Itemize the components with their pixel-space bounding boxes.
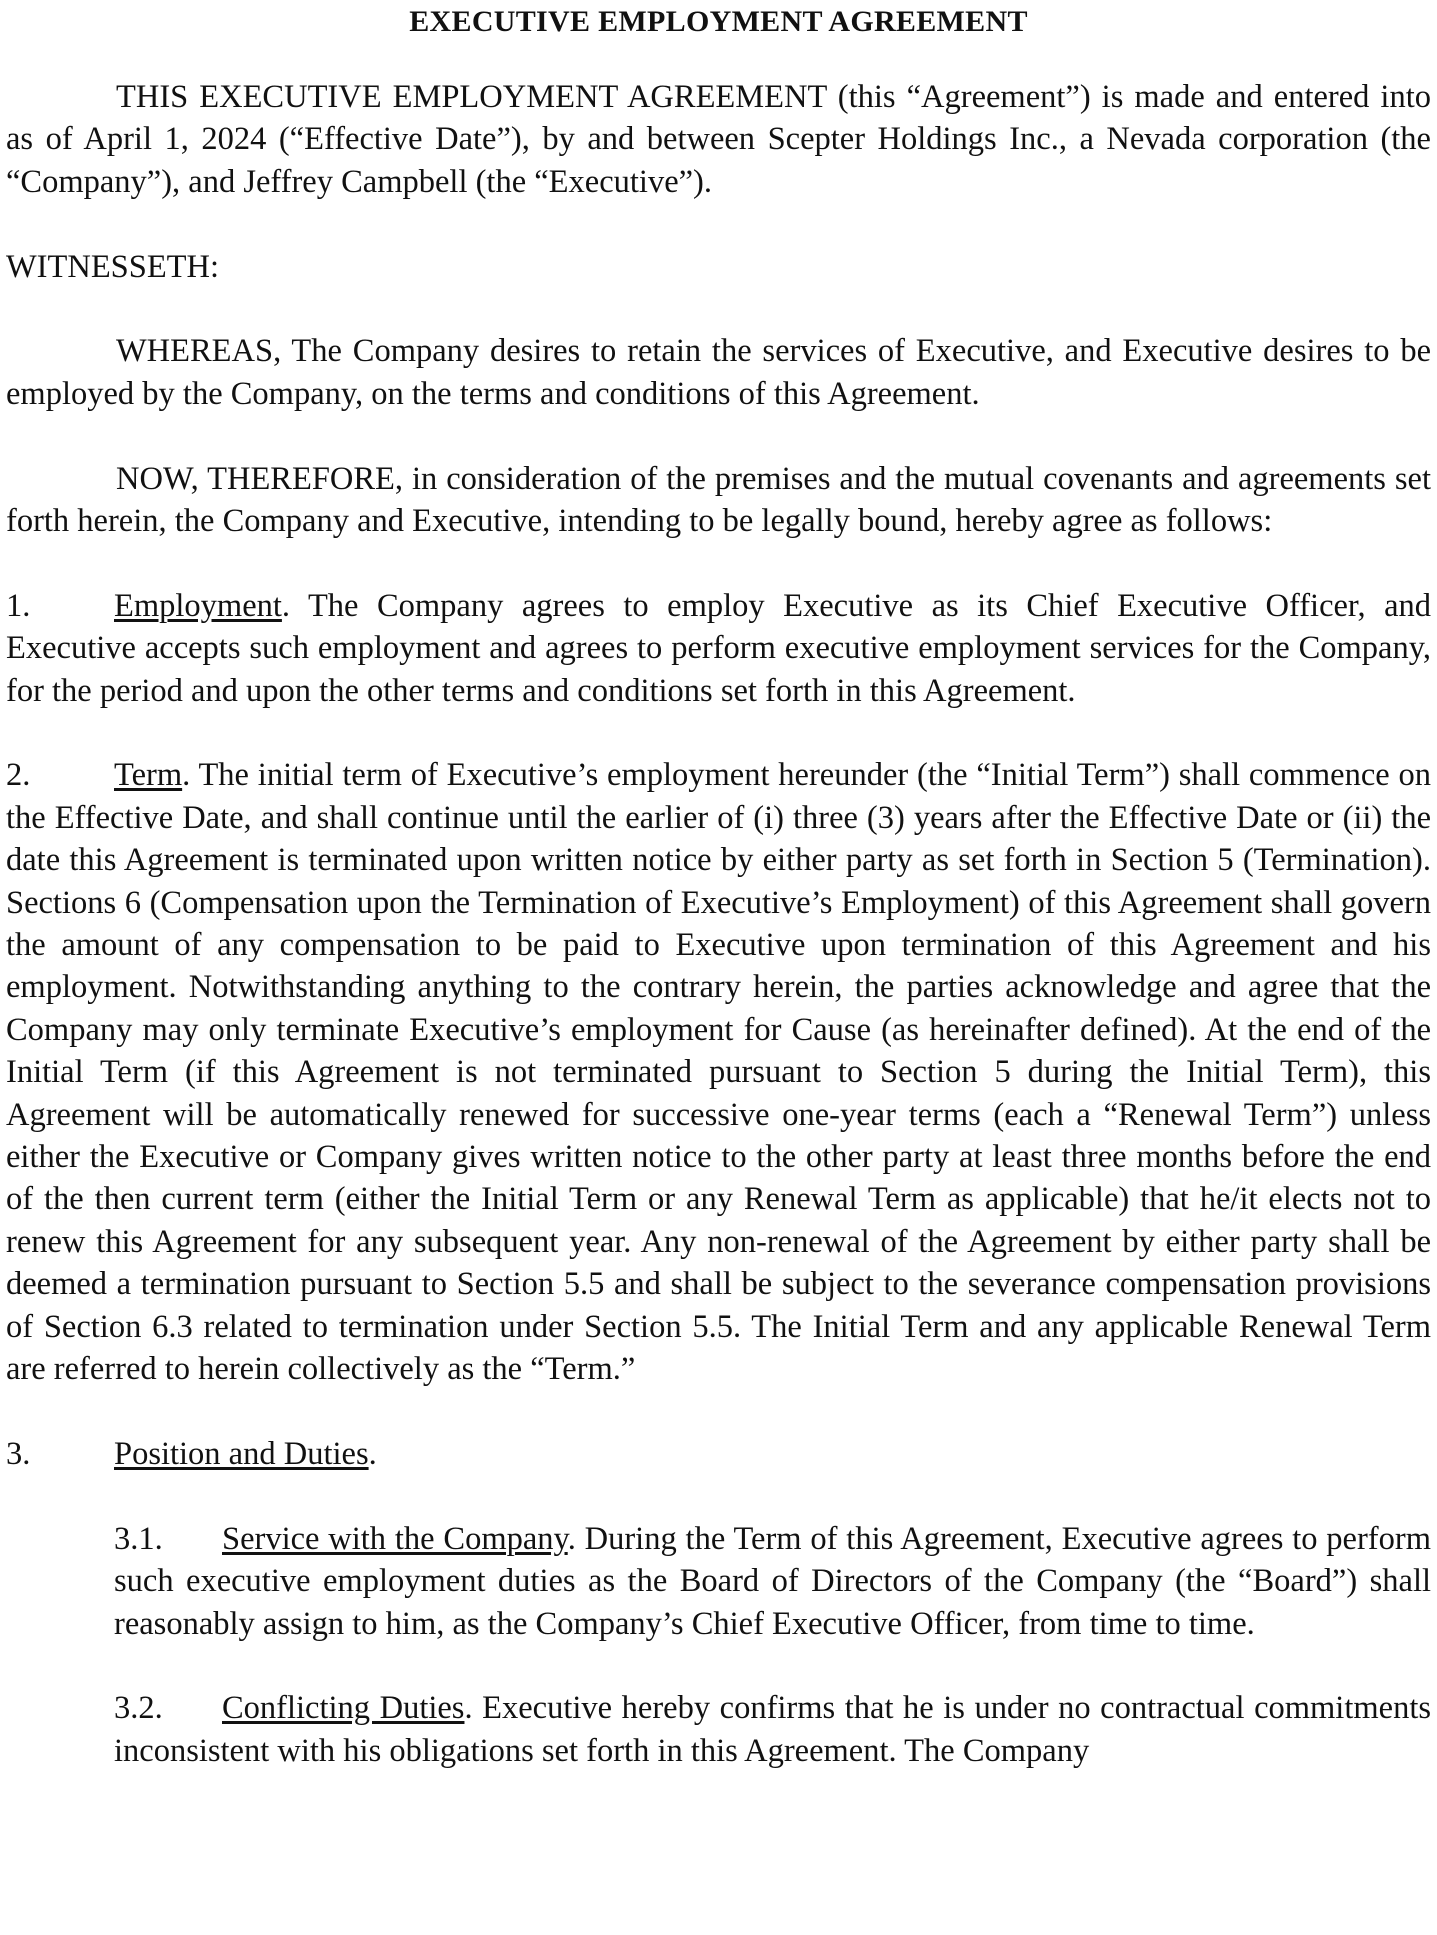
subsection-heading: Service with the Company [222, 1520, 568, 1557]
section-heading: Term [114, 757, 183, 794]
whereas-paragraph: WHEREAS, The Company desires to retain the services of Executive, and Executive desires to be employed by the Company, on the terms and conditions of this Agreement. [6, 333, 1431, 412]
subsection-number: 3.1. [114, 1520, 163, 1557]
section-heading: Position and Duties [114, 1435, 369, 1472]
section-number: 1. [6, 587, 31, 624]
intro-paragraph: THIS EXECUTIVE EMPLOYMENT AGREEMENT (this “Agreement”) is made and entered into as of April 1, 2024 (“Effective Date”), by and between Scepter Holdings Inc., a Nevada corporation (the “Company”), and Jeffrey Campbell (the “Executive”). [6, 79, 1431, 200]
section-1 [6, 585, 1431, 712]
spacer [6, 203, 1431, 245]
subsection-3-1 [114, 1518, 1431, 1645]
spacer [6, 42, 1431, 72]
section-number: 3. [6, 1435, 31, 1472]
section-body: . The Company agrees to employ Executive as its Chief Executive Officer, and Executive accepts such employment and agrees to perform executive employment services for the Company, for the period and upon the other terms and conditions set forth in this Agreement. [6, 587, 1431, 709]
spacer [6, 415, 1431, 457]
spacer [6, 542, 1431, 584]
spacer [6, 712, 1431, 754]
spacer [6, 288, 1431, 330]
spacer [6, 1475, 1431, 1517]
section-2 [6, 754, 1431, 1390]
section-3 [6, 1433, 1431, 1475]
subsection-3-2 [114, 1687, 1431, 1772]
now-therefore-paragraph: NOW, THEREFORE, in consideration of the premises and the mutual covenants and agreements set forth herein, the Company and Executive, intending to be legally bound, hereby agree as follows: [6, 460, 1431, 540]
section-body: . [368, 1435, 377, 1472]
witnesseth-heading: WITNESSETH: [6, 248, 220, 285]
subsection-heading: Conflicting Duties [222, 1690, 465, 1727]
subsection-number: 3.2. [114, 1690, 163, 1727]
spacer [6, 1391, 1431, 1433]
subsection-body: . Executive hereby confirms that he is under no contractual commitments inconsistent with his obligations set forth in this Agreement. The Company [114, 1690, 1431, 1769]
spacer [6, 1645, 1431, 1687]
document-page [6, 0, 1431, 1772]
document-title: EXECUTIVE EMPLOYMENT AGREEMENT [409, 5, 1028, 38]
section-body: . The initial term of Executive’s employment hereunder (the “Initial Term”) shall commence on the Effective Date, and shall continue until the earlier of (i) three (3) years after the Effective Date or (ii) the date this Agreement is terminated upon written notice by either party as set forth in Section 5 (Termination). Sections 6 (Compensation upon the Termination of Executive’s Employment) of this Agreement shall govern the amount of any compensation to be paid to Executive upon termination of this Agreement and his employment. Notwithstanding anything to the contrary herein, the parties acknowledge and agree that the Company may only terminate Executive’s employment for Cause (as hereinafter defined). At the end of the Initial Term (if this Agreement is not terminated pursuant to Section 5 during the Initial Term), this Agreement will be automatically renewed for successive one-year terms (each a “Renewal Term”) unless either the Executive or Company gives written notice to the other party at least three months before the end of the then current term (either the Initial Term or any Renewal Term as applicable) that he/it elects not to renew this Agreement for any subsequent year. Any non-renewal of the Agreement by either party shall be deemed a termination pursuant to Section 5.5 and shall be subject to the severance compensation provisions of Section 6.3 related to termination under Section 5.5. The Initial Term and any applicable Renewal Term are referred to herein collectively as the “Term.” [6, 757, 1431, 1388]
section-number: 2. [6, 757, 31, 794]
subsection-body: . During the Term of this Agreement, Executive agrees to perform such executive employment duties as the Board of Directors of the Company (the “Board”) shall reasonably assign to him, as the Company’s Chief Executive Officer, from time to time. [114, 1520, 1431, 1642]
section-heading: Employment [114, 587, 282, 624]
